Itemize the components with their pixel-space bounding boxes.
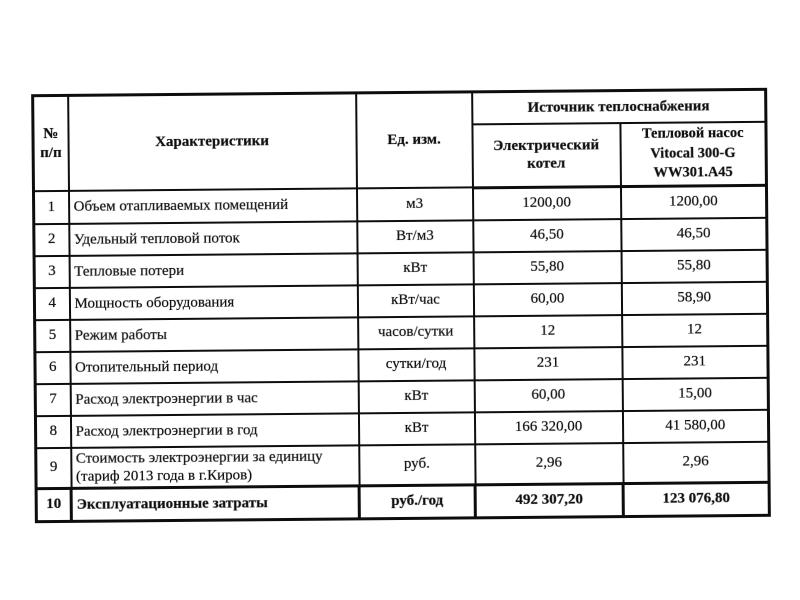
row-unit: сутки/год: [358, 348, 474, 381]
row-unit: м3: [356, 188, 472, 222]
row-characteristic: Объем отапливаемых помещений: [68, 189, 356, 224]
row-value-electric: 166 320,00: [474, 411, 622, 444]
row-characteristic: Мощность оборудования: [69, 285, 357, 320]
row-value-electric: 231: [474, 347, 622, 380]
row-value-electric: 55,80: [473, 251, 621, 284]
header-characteristics: Характеристики: [68, 93, 357, 191]
row-value-heatpump: 46,50: [621, 217, 767, 250]
row-number: 6: [35, 352, 70, 384]
row-number: 7: [35, 384, 70, 416]
row-value-electric: 46,50: [473, 219, 621, 252]
row-number: 9: [36, 448, 71, 489]
row-characteristic: Тепловые потери: [69, 253, 357, 288]
table-row: [36, 441, 769, 488]
header-electric-boiler: Электрический котел: [472, 123, 621, 187]
row-value-heatpump: 231: [622, 345, 768, 378]
row-unit: кВт/час: [357, 284, 473, 317]
header-heat-pump-line2: Vitocal 300-G: [650, 144, 736, 162]
row-value-electric: 12: [474, 315, 622, 348]
row-unit: Вт/м3: [357, 220, 473, 253]
row-value-electric: 492 307,20: [475, 483, 623, 517]
header-num-line1: №: [43, 125, 59, 142]
row-characteristic: Режим работы: [70, 317, 358, 352]
header-num: [33, 95, 69, 191]
row-value-heatpump: 41 580,00: [622, 409, 768, 442]
header-heat-pump: [620, 122, 767, 186]
header-heat-pump-line3: WW301.A45: [653, 164, 733, 181]
row-value-heatpump: 1200,00: [620, 185, 766, 219]
row-unit: кВт: [357, 252, 473, 285]
row-unit: кВт: [358, 380, 474, 413]
row-value-electric: 2,96: [475, 443, 623, 485]
row-value-heatpump: 12: [622, 313, 768, 346]
row-unit: руб./год: [359, 485, 475, 519]
row-number: 8: [35, 416, 70, 448]
header-unit: Ед. изм.: [356, 92, 473, 189]
row-unit: кВт: [358, 412, 474, 445]
header-source-group: Источник теплоснабжения: [472, 89, 766, 124]
row-characteristic: Отопительный период: [70, 349, 358, 384]
row-value-heatpump: 15,00: [622, 377, 768, 410]
header-heat-pump-line1: Тепловой насос: [641, 125, 744, 142]
row-value-electric: 1200,00: [472, 186, 620, 220]
row-characteristic: Расход электроэнергии в час: [70, 381, 358, 416]
row-number: 2: [34, 224, 69, 256]
row-value-electric: 60,00: [473, 283, 621, 316]
row-number: 3: [34, 256, 69, 288]
row-value-heatpump: 58,90: [621, 281, 767, 314]
row-characteristic: Стоимость электроэнергии за единицу (тариф 2013 года в г.Киров): [71, 445, 359, 488]
row-number: 4: [34, 288, 69, 320]
heating-source-comparison-table: [31, 88, 771, 523]
row-number: 1: [33, 191, 68, 224]
row-value-heatpump: 2,96: [623, 441, 769, 483]
table-row-total: [36, 482, 769, 521]
row-characteristic: Эксплуатационные затраты: [71, 486, 359, 522]
row-value-heatpump: 55,80: [621, 249, 767, 282]
row-number: 10: [36, 488, 71, 521]
row-unit: часов/сутки: [358, 316, 474, 349]
row-value-heatpump: 123 076,80: [623, 482, 769, 516]
row-characteristic: Расход электроэнергии в год: [70, 413, 358, 448]
row-unit: руб.: [359, 444, 475, 486]
header-num-line2: п/п: [40, 144, 62, 161]
row-value-electric: 60,00: [474, 379, 622, 412]
row-number: 5: [35, 320, 70, 352]
row-characteristic: Удельный тепловой поток: [69, 221, 357, 256]
